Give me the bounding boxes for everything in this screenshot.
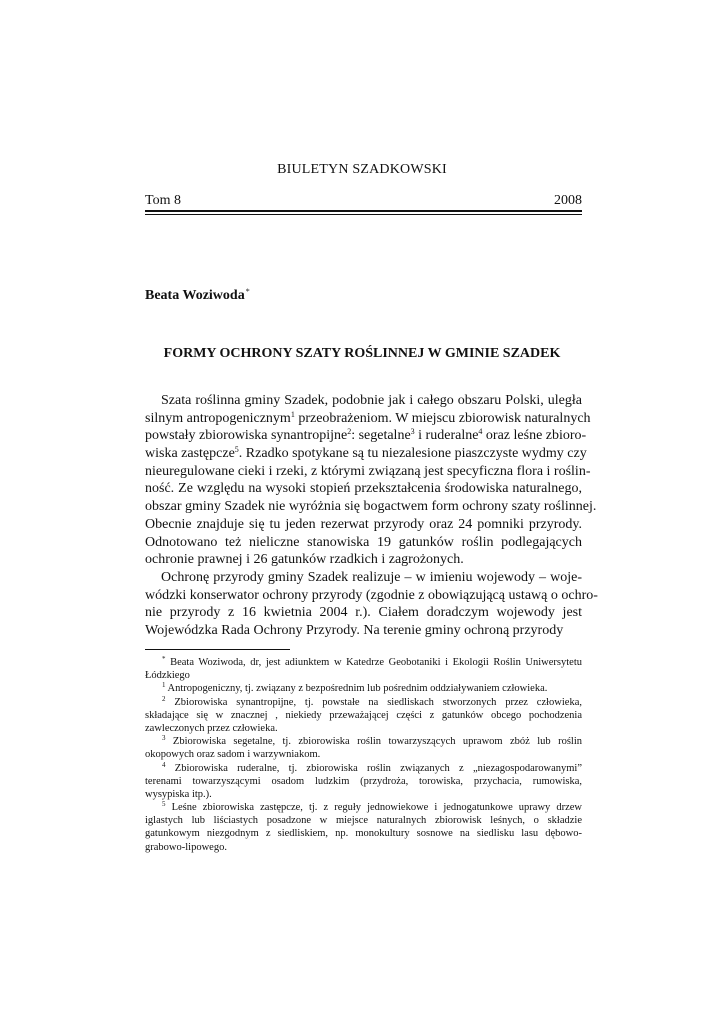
- footnote-text: okopowych oraz sadom i warzywniakom.: [145, 749, 321, 761]
- footnote-line: [145, 762, 582, 775]
- footnote-line: [145, 656, 582, 669]
- text-segment: przeobrażeniom. W miejscu zbiorowisk naturalnych: [294, 410, 591, 426]
- footnote-reference: 4: [478, 427, 483, 437]
- footnote-text: Zbiorowiska synantropijne, tj. powstałe na siedliskach stworzonych przez człowieka,: [174, 696, 582, 708]
- footnote-line: [145, 722, 582, 735]
- footnote-reference: 2: [347, 427, 352, 437]
- footnote-text: Antropogeniczny, tj. związany z bezpośrednim lub pośrednim oddziaływaniem człowieka.: [167, 683, 548, 695]
- footnote-line: [145, 814, 582, 827]
- footnotes: [145, 656, 582, 854]
- paragraph-1: [145, 392, 597, 569]
- text-segment: : segetalne: [351, 428, 411, 444]
- author-line: [145, 288, 250, 304]
- footnote-text: Beata Woziwoda, dr, jest adiunktem w Katedrze Geobotaniki i Ekologii Roślin Uniwersytetu: [170, 657, 582, 668]
- text-segment: . Rzadko spotykane są tu niezalesione piaszczyste wydmy czy: [238, 446, 587, 462]
- paragraph-2: [145, 569, 598, 640]
- text-line: obszar gminy Szadek nie wyróżnia się bogactwem form ochrony szaty roślinnej.: [145, 499, 597, 515]
- footnote-line: [145, 709, 582, 722]
- footnote-text: gatunkowym niezgodnym z siedliskiem, np. monokultury sosnowe na siedlisku lasu dębowo-: [145, 828, 582, 840]
- text-line: Odnotowano też nieliczne stanowiska 19 gatunków roślin podlegających: [145, 534, 582, 550]
- footnote-line: [145, 748, 582, 761]
- footnote-text: składające się w znacznej , niekiedy przeważającej części z gatunków obcego pochodzenia: [145, 709, 582, 721]
- footnote: [145, 735, 582, 761]
- text-line: Szata roślinna gminy Szadek, podobnie jak i całego obszaru Polski, uległa: [161, 393, 582, 408]
- text-line: Wojewódzka Rada Ochrony Przyrody. Na terenie gminy ochroną przyrody: [145, 622, 564, 638]
- footnote: [145, 696, 582, 736]
- footnote-line: [145, 841, 582, 854]
- text-segment: oraz leśne zbioro-: [482, 428, 587, 444]
- footnote-reference: 5: [234, 445, 239, 455]
- footnote: [145, 762, 582, 802]
- author-name: Beata Woziwoda: [145, 288, 245, 303]
- footnote-mark: 5: [162, 800, 166, 809]
- text-line: Ochronę przyrody gminy Szadek realizuje – w imieniu wojewody – woje-: [161, 569, 582, 585]
- text-line: [145, 409, 591, 428]
- footnote-line: [145, 735, 582, 748]
- footnote-text: zawleczonych przez człowieka.: [145, 722, 278, 734]
- footnote-text: iglastych lub liściastych posadzone w miejsce naturalnych zbiorowisk leśnych, o składzie: [145, 815, 582, 827]
- journal-title: BIULETYN SZADKOWSKI: [277, 162, 447, 177]
- footnote-separator: [145, 649, 290, 650]
- footnote-line: [145, 775, 582, 788]
- text-segment: i ruderalne: [414, 428, 479, 444]
- text-segment: silnym antropogenicznym: [145, 410, 291, 426]
- text-line: wódzki konserwator ochrony przyrody (zgodnie z obowiązującą ustawą o ochro-: [145, 587, 598, 603]
- footnote-line: [145, 801, 582, 814]
- footnote: [145, 801, 582, 854]
- text-line: [145, 445, 587, 463]
- text-segment: powstały zbiorowiska synantropijne: [145, 428, 348, 444]
- text-line: nieuregulowane cieki i rzeki, z którymi związaną jest specyficzna flora i roślin-: [145, 463, 591, 479]
- footnote-line: [145, 827, 582, 840]
- footnote-reference: 3: [410, 427, 415, 437]
- footnote: [145, 656, 582, 682]
- footnote-mark: 3: [162, 734, 166, 743]
- footnote-text: Zbiorowiska segetalne, tj. zbiorowiska roślin towarzyszących uprawom zbóż lub roślin: [172, 736, 582, 748]
- footnote-text: terenami towarzyszącymi osadom ludzkim (przydroża, torowiska, przychacia, rumowiska,: [145, 775, 582, 787]
- text-line: ochronie prawnej i 26 gatunków rzadkich i zagrożonych.: [145, 552, 464, 568]
- footnote-text: wysypiska itp.).: [145, 788, 212, 800]
- author-footnote-mark: *: [245, 287, 250, 296]
- publication-year: 2008: [554, 193, 582, 208]
- footnote-text: Łódzkiego: [145, 670, 190, 682]
- text-line: [145, 427, 587, 445]
- volume-row: [145, 193, 582, 209]
- footnote-line: [145, 696, 582, 709]
- article-body: [145, 392, 598, 640]
- footnote-text: Leśne zbiorowiska zastępcze, tj. z reguły jednowiekowe i jednogatunkowe uprawy drzew: [171, 802, 582, 814]
- volume-number: Tom 8: [145, 193, 181, 208]
- header-rule-thin: [145, 214, 582, 215]
- header-rule-thick: [145, 210, 582, 212]
- text-segment: wiska zastępcze: [145, 446, 235, 462]
- article-title: FORMY OCHRONY SZATY ROŚLINNEJ W GMINIE SZADEK: [163, 346, 561, 361]
- footnote-text: Zbiorowiska ruderalne, tj. zbiorowiska roślin związanych z „niezagospodarowanymi”: [174, 762, 582, 774]
- footnote-reference: 1: [290, 409, 295, 419]
- text-line: ność. Ze względu na wysoki stopień przekształcenia środowiska naturalnego,: [145, 481, 582, 497]
- footnote-line: [145, 669, 582, 682]
- footnote-text: grabowo-lipowego.: [145, 841, 227, 853]
- footnote-mark: 4: [162, 760, 166, 769]
- text-line: nie przyrody z 16 kwietnia 2004 r.). Ciałem doradczym wojewody jest: [145, 605, 582, 621]
- footnote-line: [145, 788, 582, 801]
- footnote-mark: *: [162, 655, 166, 663]
- footnote: [145, 682, 582, 695]
- text-line: Obecnie znajduje się tu jeden rezerwat przyrody oraz 24 pomniki przyrody.: [145, 516, 582, 532]
- footnote-mark: 2: [162, 694, 166, 703]
- footnote-line: [145, 682, 582, 695]
- footnote-mark: 1: [162, 681, 166, 690]
